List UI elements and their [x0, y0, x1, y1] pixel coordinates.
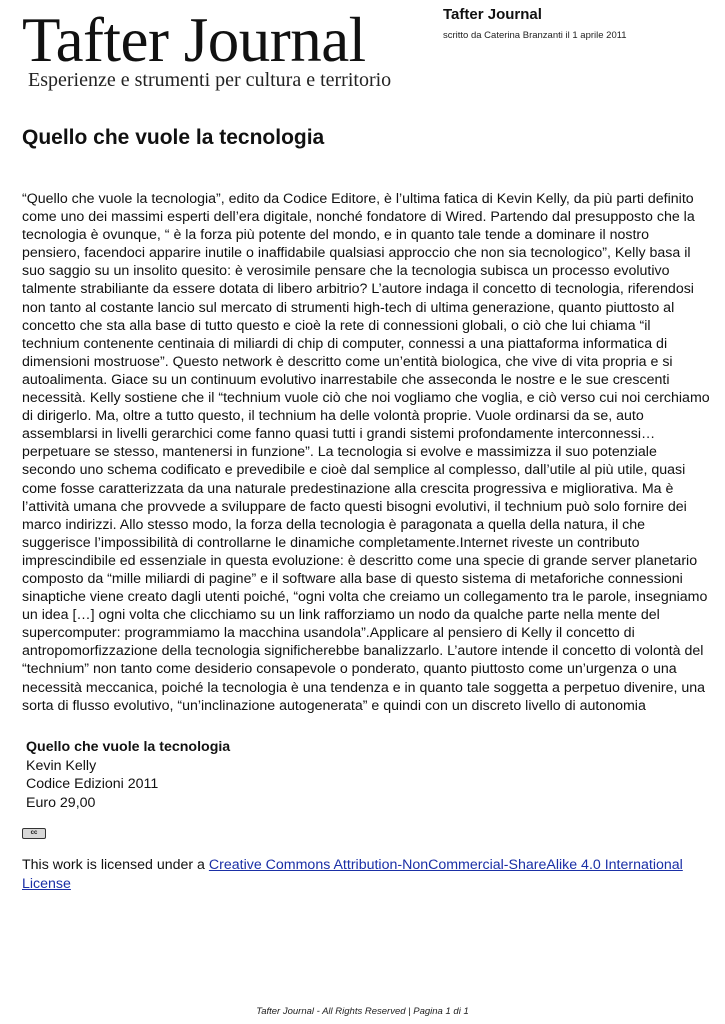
book-info — [26, 738, 230, 812]
journal-logo — [22, 5, 417, 92]
page-footer: Tafter Journal - All Rights Reserved | Pagina 1 di 1 — [256, 1006, 469, 1017]
byline: scritto da Caterina Branzanti il 1 aprile 2011 — [443, 30, 627, 41]
cc-badge-text: cc — [30, 830, 38, 836]
license-link[interactable]: Creative Commons Attribution-NonCommercial-ShareAlike 4.0 International License — [22, 857, 683, 892]
book-title: Quello che vuole la tecnologia — [26, 739, 231, 755]
book-author: Kevin Kelly — [26, 757, 97, 774]
license-prefix: This work is licensed under a — [22, 857, 209, 873]
book-publisher: Codice Edizioni 2011 — [26, 776, 159, 792]
article-body: “Quello che vuole la tecnologia”, edito da Codice Editore, è l’ultima fatica di Kevin Kelly, da più parti definito come uno dei massimi esperti dell’era digitale, nonché fondatore di Wired. Partendo dal presupposto che la tecnologia è ovunque, “ è la forza più potente del mondo, e in quanto tale tende a dominare il nostro pensiero, facendoci apparire inutile o inaffidabile qualsiasi approccio che non sia tecnologico”, Kelly basa il suo saggio su un insolito quesito: è verosimile pensare che la tecnologia subisca un processo evolutivo talmente strabiliante da essere dotata di libero arbitrio? L’autore indaga il concetto di tecnologia, riferendosi non tanto al costante lancio sul mercato di strumenti high-tech di ultima generazione, quanto piuttosto al concetto che sta alla base di tutto questo e cioè la rete di connessioni globali, o ciò che lui chiama “il technium contenente centinaia di miliardi di chip di computer, connessi a una piattaforma informatica di dimensioni mostruose”. Questo network è descritto come un’entità biologica, che vive di vita propria e si autoalimenta. Giace su un continuum evolutivo inarrestabile che asseconda le nostre e le sue crescenti necessità. Kelly sostiene che il “technium vuole ciò che noi vogliamo che voglia, e ciò verso cui noi cerchiamo di dirigerlo. Ma, oltre a tutto questo, il technium ha delle volontà proprie. Vuole ordinarsi da se, auto assemblarsi in livelli gerarchici come fanno quasi tutti i grandi sistemi profondamente interconnessi…perpetuare se stesso, mantenersi in funzione”. La tecnologia si evolve e massimizza il suo potenziale secondo uno schema codificato e prevedibile e cioè dal semplice al complesso, dall’utile al più utile, quasi come fosse caratterizzata da una naturale predestinazione alla crescita progressiva e migliorativa. Ma è l’attività umana che provvede a sviluppare de facto questi bisogni evolutivi, il technium può solo fornire dei marco indirizzi. Allo stesso modo, la forza della tecnologia è paragonata a quella della natura, il che suggerisce l’impossibilità di controllarne le dinamiche completamente.Internet riveste un contributo imprescindibile ed essenziale in questa evoluzione: è descritto come una specie di grande server planetario composto da “mille miliardi di pagine” e il software alla base di questo sistema di metaforiche connessioni sinaptiche viene creato dagli utenti poiché, “ogni volta che creiamo un collegamento tra le parole, insegniamo un idea […] ogni volta che clicchiamo su un link rafforziamo un nodo da qualche parte nella mente del supercomputer: programmiamo la macchina usandola”.Applicare al pensiero di Kelly il concetto di antropomorfizzazione della tecnologia significherebbe banalizzarlo. L’autore intende il concetto di volontà del “technium” non tanto come desiderio consapevole o ponderato, quanto piuttosto come un’urgenza o una necessità meccanica, poiché la tecnologia è una tendenza e in quanto tale soggetta a perpetuo divenire, una sorta di flusso evolutivo, “un’inclinazione autogenerata” e quindi con un discreto livello di autonomia — [22, 191, 710, 714]
page-title: Quello che vuole la tecnologia — [22, 126, 325, 149]
license-notice — [22, 856, 712, 893]
journal-name: Tafter Journal — [443, 6, 542, 23]
book-price: Euro 29,00 — [26, 794, 96, 811]
article-meta — [443, 6, 627, 41]
creative-commons-icon[interactable] — [22, 828, 46, 839]
logo-subtitle: Esperienze e strumenti per cultura e territorio — [28, 69, 392, 91]
logo-title: Tafter Journal — [22, 5, 366, 75]
